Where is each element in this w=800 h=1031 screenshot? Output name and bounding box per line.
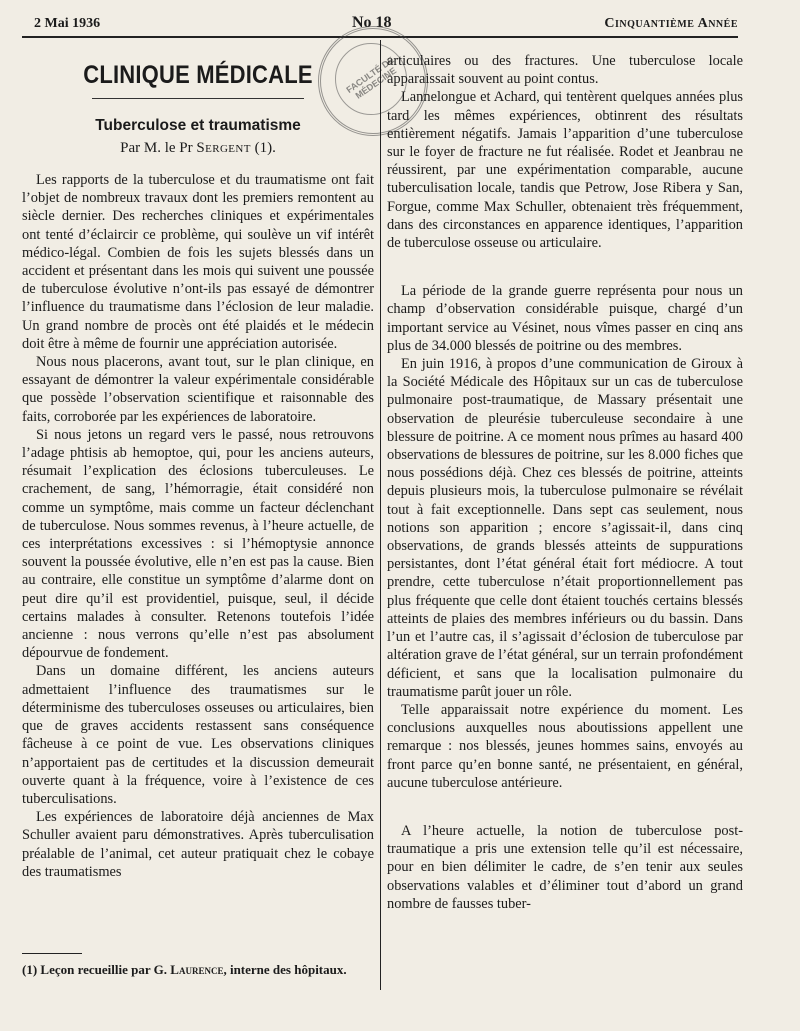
section-title: CLINIQUE MÉDICALE — [83, 60, 313, 89]
footnote-rule — [22, 953, 82, 954]
right-column — [387, 52, 743, 913]
left-column — [22, 44, 374, 881]
column-divider — [380, 40, 381, 990]
paragraph: En juin 1916, à propos d’une communication de Giroux à la Société Médicale des Hôpitaux sur un cas de tuberculose pulmonaire post-traumatique, de Massary présentait une observation de pleurésie tuberculeuse secondaire à une blessure de poitrine. A ce moment nous prîmes au hasard 400 observations de blessures de poitrine, sur les 8.000 fiches que nous possédions déjà. Chez ces blessés de poitrine, atteints depuis plusieurs mois, la tuberculose pulmonaire se révélait tout à fait exceptionnelle. Dans sept cas seulement, nous notions son apparition ; encore s’agissait-il, dans cinq observations, de grands blessés atteints de suppurations persistantes, dont l’état général était fort médiocre. A tout prendre, cette tuberculose n’était proportionnellement pas plus fréquente que celle dont étaient touchés certains blessés atteints de plaies des membres inférieurs ou du bassin. Dans l’un et l’autre cas, il s’agissait d’éclosion de tuberculose par altération grave de l’état général, sur un terrain profondément déficient, et sans que la localisation pulmonaire du traumatisme parût jouer un rôle. — [387, 356, 743, 700]
paragraph: Telle apparaissait notre expérience du moment. Les conclusions auxquelles nous aboutissions appellent une remarque : nos blessés, jeunes hommes sains, envoyés au front parce qu’en bonne santé, ne présentaient, en général, aucune tuberculose antérieure. — [387, 701, 743, 791]
paragraph: Lannelongue et Achard, qui tentèrent quelques années plus tard les mêmes expériences, obtinrent des résultats entièrement négatifs. Jamais l’apparition d’une tuberculose sur le foyer de fracture ne fut réalisée. Rodet et Jeanbrau ne réussirent, par une expérimentation comparable, aucune tuberculisation locale, tandis que Petrow, Jose Ribera y San, Forgue, comme Max Schuller, obtenaient très fréquemment, dans des circonstances en apparence identiques, l’apparition de tuberculose osseuse ou articulaire. — [387, 89, 743, 252]
paragraph: Les expériences de laboratoire déjà anciennes de Max Schuller avaient paru démonstratives. Après tuberculisation préalable de l’animal, cet auteur pratiquait chez le cobaye des traumatismes — [22, 809, 374, 880]
footnote-name: Laurence — [170, 962, 224, 977]
paragraph: Dans un domaine différent, les anciens auteurs admettaient l’influence des traumatismes sur le déterminisme des tuberculoses osseuses ou articulaires, bien que de graves accidents restassent sans conséquence fâcheuse à ce point de vue. Les observations cliniques n’apportaient pas de certitudes et la discussion demeurait ouverte quant à la fréquence, voire à l’existence de ces tuberculisations. — [22, 663, 374, 807]
footnote-text-end: , interne des hôpitaux. — [223, 962, 347, 977]
year-label: Cinquantième Année — [604, 16, 738, 31]
byline-prefix: Par M. le Pr — [120, 140, 193, 156]
paragraph-gap — [387, 252, 743, 266]
article-title: Tuberculose et traumatisme — [95, 117, 301, 134]
paragraph: Si nous jetons un regard vers le passé, nous retrouvons l’adage phtisis ab hemoptoe, qui, pour les anciens auteurs, résumait l’explication des éclosions tuberculeuses. Le crachement, de sang, l’hémorragie, était considéré non comme un symptôme, mais comme un facteur déclenchant de tuberculose. Nous sommes revenus, à l’heure actuelle, de ces interprétations excessives : si l’hémoptysie annonce souvent la poussée évolutive, elle n’en est pas la cause. Bien au contraire, elle constitue un symptôme d’alarme dont on peut dire qu’il est providentiel, puisque, seul, il décide certains malades à consulter. Retenons toutefois l’idée ancienne : nous verrons qu’elle n’est pas absolument dépourvue de fondement. — [22, 426, 374, 662]
paragraph-gap — [387, 792, 743, 806]
footnote-ref: (1). — [254, 140, 276, 156]
paragraph: Les rapports de la tuberculose et du traumatisme ont fait l’objet de nombreux travaux dont les premiers remontent au siècle dernier. Des recherches cliniques et expérimentales ont tenté d’éclaircir ce problème, qui soulève un vif intérêt médico-légal. Combien de fois les sujets blessés dans un accident et présentant dans les mois qui suivent une poussée de tuberculose évolutive n’ont-ils pas essayé de démontrer l’influence du traumatisme dans l’éclosion de leur maladie. Un grand nombre de procès ont été plaidés et le médecin doit être à même de fournir une appréciation autorisée. — [22, 172, 374, 352]
paragraph: articulaires ou des fractures. Une tuberculose locale apparaissait souvent au point contus. — [387, 53, 743, 88]
issue-date: 2 Mai 1936 — [34, 16, 101, 31]
footnote-text: (1) Leçon recueillie par G. — [22, 962, 168, 977]
paragraph: Nous nous placerons, avant tout, sur le plan clinique, en essayant de démontrer la valeur expérimentale considérable que possède l’observation scientifique et raisonnable des faits, corroborée par les expériences de laboratoire. — [22, 354, 374, 425]
stamp-text: FACULTÉ DE MÉDECINE — [344, 54, 399, 101]
byline — [22, 140, 374, 157]
paragraph: La période de la grande guerre représenta pour nous un champ d’observation considérable puisque, chargé d’un important service au Vésinet, nous vîmes passer en cinq ans plus de 34.000 blessés de poitrine ou des membres. — [387, 283, 743, 354]
footnote — [22, 962, 374, 977]
paragraph: A l’heure actuelle, la notion de tuberculose post-traumatique a pris une extension telle qu’il est nécessaire, pour en bien délimiter le cadre, de s’en tenir aux seules observations valables et d’éliminer tout d’abord un grand nombre de fausses tuber- — [387, 822, 743, 912]
section-title-rule — [92, 98, 304, 99]
author-name: Sergent — [196, 140, 251, 156]
issue-number: No 18 — [352, 14, 392, 31]
